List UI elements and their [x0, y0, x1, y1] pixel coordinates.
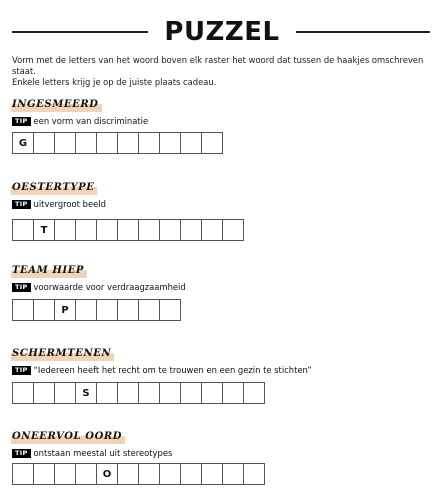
page-title: PUZZEL [164, 17, 280, 47]
letter-cell[interactable] [159, 382, 181, 404]
letter-cell[interactable] [180, 463, 202, 485]
header-rule-right [296, 31, 430, 33]
letter-cell[interactable] [96, 299, 118, 321]
instructions-line-2: Enkele letters krijg je op de juiste plaats cadeau. [12, 77, 217, 87]
tip-text: uitvergroot beeld [33, 199, 106, 209]
letter-cell[interactable] [201, 382, 223, 404]
letter-cell[interactable] [54, 219, 76, 241]
tip-badge: TIP [12, 117, 31, 126]
letter-cell[interactable]: G [12, 132, 34, 154]
header-rule-left [12, 31, 148, 33]
letter-cell[interactable] [222, 382, 244, 404]
puzzle-word: TEAM HIEP [12, 264, 84, 278]
answer-grid [12, 132, 432, 154]
letter-cell[interactable] [33, 299, 55, 321]
puzzle-1 [12, 92, 432, 154]
puzzle-word: OESTERTYPE [12, 181, 94, 195]
letter-cell[interactable] [12, 219, 34, 241]
puzzle-tip [12, 447, 432, 459]
puzzle-tip [12, 364, 432, 376]
tip-badge: TIP [12, 449, 31, 458]
tip-badge: TIP [12, 200, 31, 209]
puzzle-tip [12, 281, 432, 293]
letter-cell[interactable] [138, 463, 160, 485]
tip-badge: TIP [12, 283, 31, 292]
instructions [12, 55, 432, 88]
letter-cell[interactable] [33, 132, 55, 154]
letter-cell[interactable] [138, 382, 160, 404]
page-header [0, 14, 444, 50]
letter-cell[interactable] [138, 299, 160, 321]
letter-cell[interactable] [117, 219, 139, 241]
letter-cell[interactable] [201, 132, 223, 154]
letter-cell[interactable] [75, 463, 97, 485]
letter-cell[interactable] [243, 382, 265, 404]
letter-cell[interactable] [138, 219, 160, 241]
letter-cell[interactable] [96, 132, 118, 154]
letter-cell[interactable]: T [33, 219, 55, 241]
letter-cell[interactable] [243, 463, 265, 485]
puzzle-4 [12, 341, 432, 404]
instructions-line-1: Vorm met de letters van het woord boven elk raster het woord dat tussen de haakjes omschreven staat. [12, 55, 424, 76]
letter-cell[interactable] [180, 219, 202, 241]
letter-cell[interactable] [201, 463, 223, 485]
puzzle-word: ONEERVOL OORD [12, 430, 122, 444]
letter-cell[interactable] [96, 219, 118, 241]
letter-cell[interactable] [96, 382, 118, 404]
letter-cell[interactable] [201, 219, 223, 241]
letter-cell[interactable] [12, 463, 34, 485]
tip-text: voorwaarde voor verdraagzaamheid [33, 282, 186, 292]
letter-cell[interactable] [33, 382, 55, 404]
letter-cell[interactable] [222, 463, 244, 485]
letter-cell[interactable] [75, 219, 97, 241]
letter-cell[interactable] [180, 382, 202, 404]
letter-cell[interactable] [117, 299, 139, 321]
puzzle-tip [12, 115, 432, 127]
answer-grid [12, 382, 432, 404]
tip-text: ontstaan meestal uit stereotypes [33, 448, 173, 458]
tip-badge: TIP [12, 366, 31, 375]
tip-text: “Iedereen heeft het recht om te trouwen en een gezin te stichten” [33, 365, 312, 375]
letter-cell[interactable] [54, 132, 76, 154]
letter-cell[interactable] [180, 132, 202, 154]
tip-text: een vorm van discriminatie [33, 116, 149, 126]
letter-cell[interactable] [117, 463, 139, 485]
letter-cell[interactable] [54, 382, 76, 404]
letter-cell[interactable] [75, 132, 97, 154]
letter-cell[interactable]: P [54, 299, 76, 321]
answer-grid [12, 299, 432, 321]
letter-cell[interactable] [159, 219, 181, 241]
letter-cell[interactable] [54, 463, 76, 485]
letter-cell[interactable] [117, 382, 139, 404]
letter-cell[interactable] [159, 132, 181, 154]
puzzle-5 [12, 424, 432, 485]
puzzle-3 [12, 258, 432, 321]
letter-cell[interactable] [33, 463, 55, 485]
letter-cell[interactable]: O [96, 463, 118, 485]
answer-grid [12, 219, 432, 241]
answer-grid [12, 463, 432, 485]
letter-cell[interactable] [12, 382, 34, 404]
letter-cell[interactable] [12, 299, 34, 321]
letter-cell[interactable] [222, 219, 244, 241]
letter-cell[interactable] [117, 132, 139, 154]
letter-cell[interactable] [159, 463, 181, 485]
puzzle-tip [12, 198, 432, 210]
puzzle-word: SCHERMTENEN [12, 347, 111, 361]
letter-cell[interactable] [138, 132, 160, 154]
letter-cell[interactable] [159, 299, 181, 321]
puzzle-word: INGESMEERD [12, 98, 99, 112]
letter-cell[interactable]: S [75, 382, 97, 404]
letter-cell[interactable] [75, 299, 97, 321]
puzzle-2 [12, 175, 432, 241]
